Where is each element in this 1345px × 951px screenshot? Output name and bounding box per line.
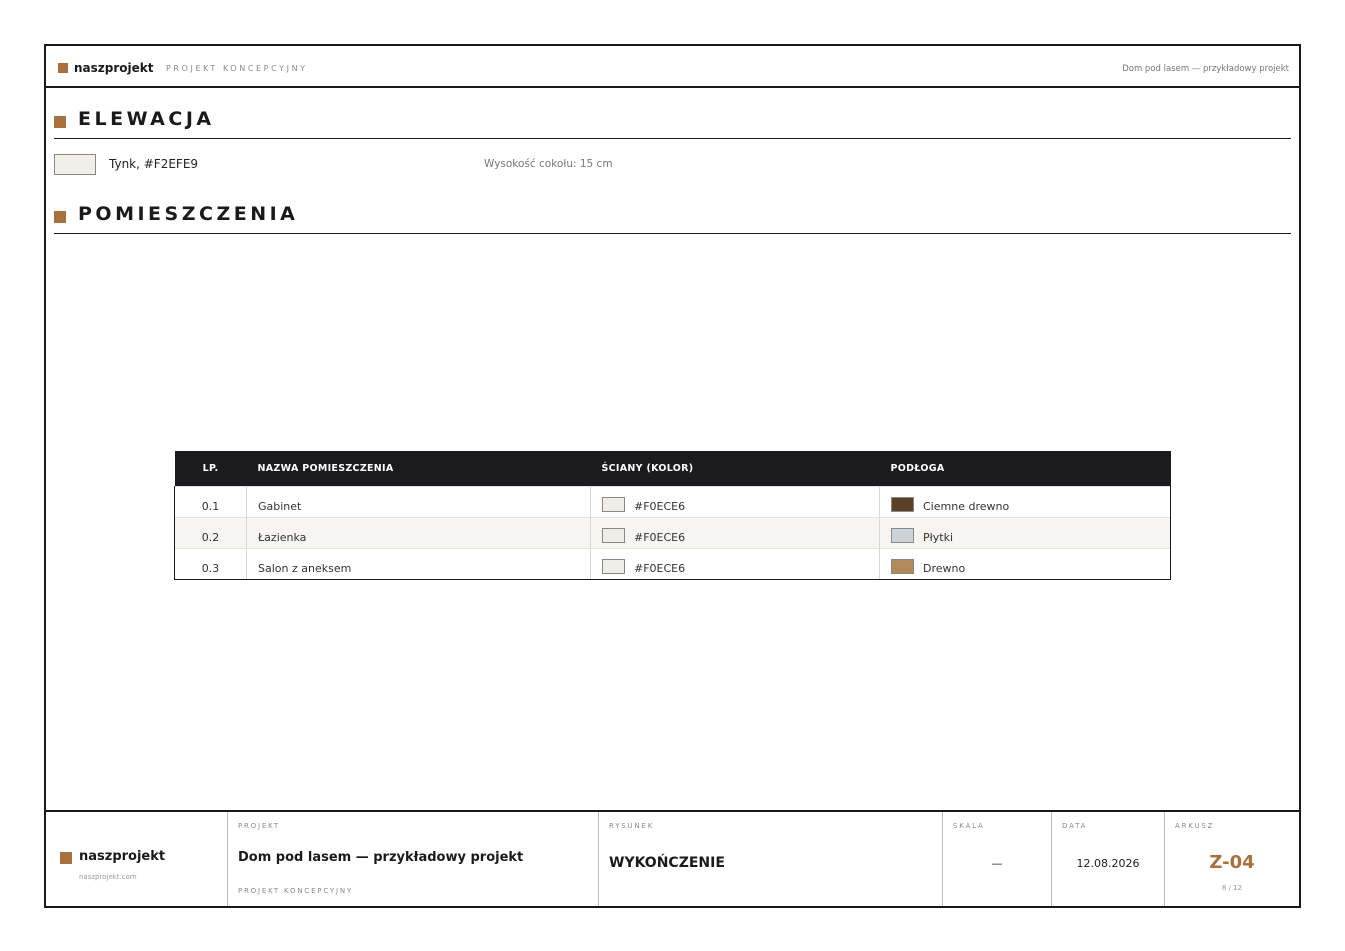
cell-floor: [880, 518, 1171, 549]
title-block-brand: naszprojekt: [79, 849, 166, 864]
scale-value: —: [991, 857, 1003, 870]
wall-color-swatch: [602, 559, 625, 574]
floor-label: Płytki: [923, 531, 954, 544]
title-block-drawing: [598, 812, 942, 906]
cell-room-name: Łazienka: [247, 518, 591, 549]
cell-wall: [591, 518, 880, 549]
date-label: DATA: [1062, 822, 1088, 830]
table-row: [175, 518, 1171, 549]
table-header-row: [175, 451, 1171, 487]
date-value: 12.08.2026: [1076, 857, 1140, 870]
floor-color-swatch: [891, 559, 914, 574]
top-bar: [46, 46, 1299, 88]
cell-wall: [591, 487, 880, 518]
col-header-walls: ŚCIANY (KOLOR): [591, 451, 880, 487]
title-block-sheet: [1164, 812, 1299, 906]
sheet-label: ARKUSZ: [1175, 822, 1215, 830]
drawing-value: WYKOŃCZENIE: [609, 855, 725, 871]
title-block-scale: [942, 812, 1051, 906]
wall-color-label: #F0ECE6: [634, 531, 686, 544]
title-block-project: [227, 812, 598, 906]
drawing-sheet: [44, 44, 1301, 908]
elevation-color-swatch: [54, 154, 96, 175]
cell-room-name: Salon z aneksem: [247, 549, 591, 580]
wall-color-label: #F0ECE6: [634, 500, 686, 513]
logo-square-icon: [58, 63, 68, 73]
title-block-url: naszprojekt.com: [79, 873, 137, 881]
elevation-heading: ELEWACJA: [78, 108, 215, 130]
floor-label: Drewno: [923, 562, 966, 575]
cell-room-name: Gabinet: [247, 487, 591, 518]
cell-lp: 0.1: [175, 487, 247, 518]
title-block: [46, 810, 1299, 906]
section-marker-icon: [54, 211, 66, 223]
rooms-section-title: [54, 203, 1291, 234]
elevation-row: [54, 154, 1054, 176]
elevation-label: Tynk, #F2EFE9: [109, 157, 199, 171]
table-row: [175, 487, 1171, 518]
project-value: Dom pod lasem — przykładowy projekt: [238, 850, 524, 865]
project-label: PROJEKT: [238, 822, 281, 830]
col-header-lp: LP.: [175, 451, 247, 487]
header-subtitle: PROJEKT KONCEPCYJNY: [166, 64, 308, 73]
rooms-table: [174, 451, 1171, 580]
title-block-logo: [46, 812, 226, 906]
elevation-section-title: [54, 108, 1291, 139]
floor-color-swatch: [891, 497, 914, 512]
title-block-date: [1051, 812, 1164, 906]
wall-color-swatch: [602, 497, 625, 512]
brand-name: naszprojekt: [74, 61, 154, 75]
cell-lp: 0.2: [175, 518, 247, 549]
wall-color-swatch: [602, 528, 625, 543]
wall-color-label: #F0ECE6: [634, 562, 686, 575]
cell-floor: [880, 549, 1171, 580]
sheet-number: Z-04: [1209, 852, 1255, 873]
cell-lp: 0.3: [175, 549, 247, 580]
table-row: [175, 549, 1171, 580]
section-marker-icon: [54, 116, 66, 128]
logo-square-icon: [60, 852, 72, 864]
floor-color-swatch: [891, 528, 914, 543]
scale-label: SKALA: [953, 822, 985, 830]
elevation-plinth-note: Wysokość cokołu: 15 cm: [484, 158, 613, 170]
rooms-heading: POMIESZCZENIA: [78, 203, 299, 225]
project-subtitle: PROJEKT KONCEPCYJNY: [238, 887, 353, 895]
cell-floor: [880, 487, 1171, 518]
col-header-name: NAZWA POMIESZCZENIA: [247, 451, 591, 487]
cell-wall: [591, 549, 880, 580]
floor-label: Ciemne drewno: [923, 500, 1010, 513]
sheet-page-count: 8 / 12: [1221, 884, 1243, 892]
header-project-name: Dom pod lasem — przykładowy projekt: [1122, 64, 1289, 74]
col-header-floor: PODŁOGA: [880, 451, 1171, 487]
drawing-label: RYSUNEK: [609, 822, 655, 830]
